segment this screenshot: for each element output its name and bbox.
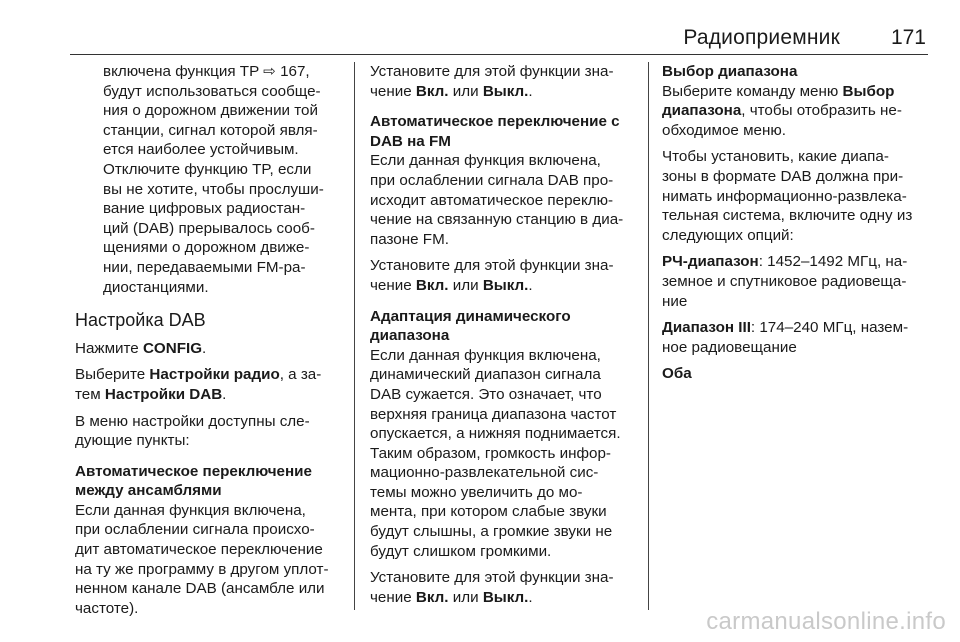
- paragraph-band-menu: Выберите команду меню Выбор диапазона, чтобы отобразить не- обходимое меню.: [662, 82, 902, 139]
- text-line: вание цифровых радиостан-: [103, 200, 306, 218]
- paragraph-config: Нажмите CONFIG.: [75, 339, 207, 357]
- paragraph-dynamic-range: Если данная функция включена, динамический диапазон сигнала DAB сужается. Это означает, что верхняя граница диапазона частот опускается, а нижняя поднимается. Таким образом, громкость инфор- мационно-развлекательной сис- темы можно увеличить до мо- мента, при котором слабые звуки будут слышны, а громкие звуки не будут слишком громкими.: [370, 346, 621, 560]
- text-line: ется наиболее устойчивым.: [103, 141, 299, 159]
- paragraph-menu: В меню настройки доступны сле- дующие пункты:: [75, 412, 310, 450]
- paragraph-ensemble-switch: Если данная функция включена, при ослаблении сигнала происхо- дит автоматическое переключение на ту же программу в другом уплот- ненном канале DAB (ансамбле или частоте).: [75, 501, 329, 617]
- text-line: диостанциями.: [103, 278, 209, 296]
- column-1: [75, 62, 347, 618]
- paragraph-band-options: Чтобы установить, какие диапа- зоны в формате DAB должна при- нимать информационно-развлека- тельная система, включите одну из следующих опций:: [662, 148, 913, 244]
- option-both: Оба: [662, 365, 692, 383]
- text-line: ния о дорожном движении той: [103, 102, 318, 120]
- paragraph-select: Выберите Настройки радио, а за- тем Настройки DAB.: [75, 366, 322, 403]
- paragraph-set-value-3: Установите для этой функции зна- чение Вкл. или Выкл..: [370, 569, 614, 606]
- subheading-dab-to-fm: Автоматическое переключение с DAB на FM: [370, 113, 620, 150]
- text-line: будут использоваться сообще-: [103, 82, 321, 100]
- section-heading: Настройка DAB: [75, 310, 206, 331]
- text-line: нии, передаваемыми FM-ра-: [103, 258, 306, 276]
- page-header: [70, 26, 928, 55]
- text-line: вы не хотите, чтобы прослуши-: [103, 180, 324, 198]
- subheading-band-select: Выбор диапазона: [662, 63, 798, 80]
- page-number: 171: [890, 26, 926, 49]
- paragraph-set-value-1: Установите для этой функции зна- чение Вкл. или Выкл..: [370, 63, 614, 100]
- watermark: carmanualsonline.info: [706, 608, 946, 635]
- column-2: [370, 62, 636, 614]
- column-3: [662, 62, 928, 391]
- continued-paragraph: [75, 62, 347, 297]
- column-divider-1: [354, 62, 355, 610]
- paragraph-dab-to-fm: Если данная функция включена, при ослаблении сигнала DAB про- исходит автоматическое переклю- чение на связанную станцию в диа- пазоне FM.: [370, 152, 624, 248]
- column-divider-2: [648, 62, 649, 610]
- text-line: включена функция TP ⇨ 167,: [103, 63, 310, 80]
- page-title: Радиоприемник: [683, 26, 840, 49]
- text-line: ций (DAB) прерывалось сооб-: [103, 219, 315, 237]
- text-line: станции, сигнал которой явля-: [103, 121, 318, 139]
- option-rf-band: РЧ-диапазон: 1452–1492 МГц, на- земное и спутниковое радиовеща- ние: [662, 253, 908, 310]
- paragraph-set-value-2: Установите для этой функции зна- чение Вкл. или Выкл..: [370, 257, 614, 294]
- subheading-dynamic-range: Адаптация динамического диапазона: [370, 307, 571, 345]
- subheading-ensemble-switch: Автоматическое переключение между ансамблями: [75, 462, 312, 500]
- option-band-iii: Диапазон III: 174–240 МГц, назем- ное радиовещание: [662, 319, 909, 356]
- text-line: Отключите функцию TP, если: [103, 160, 312, 178]
- text-line: щениями о дорожном движе-: [103, 239, 310, 257]
